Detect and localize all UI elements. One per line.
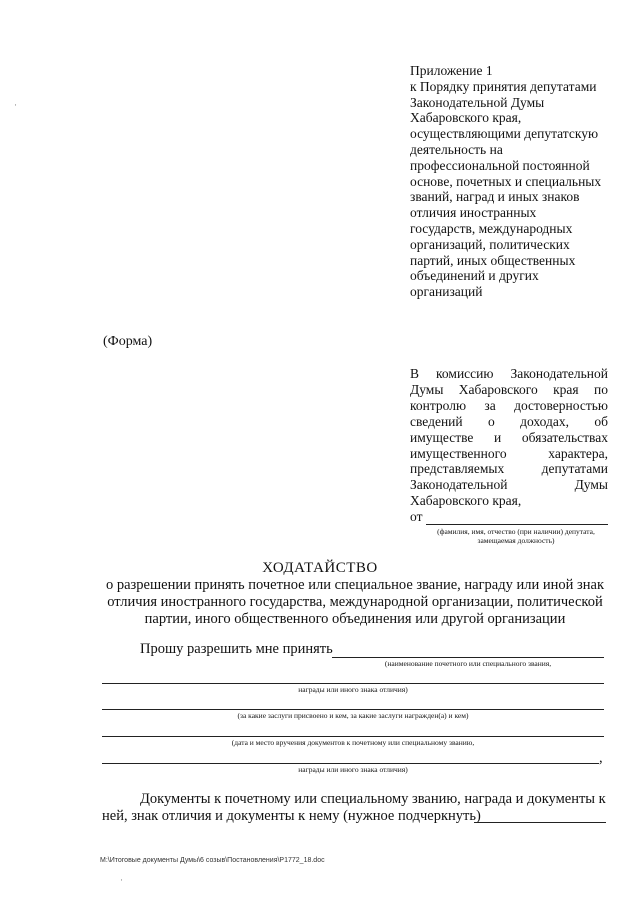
appendix-line: государств, международных [410,220,573,236]
word: Хабаровского [458,381,538,397]
from-caption: замещаемая должность) [477,536,555,546]
addressee-block [410,366,608,545]
word: Думы [410,381,444,397]
addressee-row [410,398,608,414]
scan-mark: · [120,875,123,885]
addressee-row [410,414,608,430]
word: контролю [410,397,467,413]
appendix-line: организаций, политических [410,236,570,252]
appendix-line: к Порядку принятия депутатами [410,78,597,94]
word: В [410,366,420,381]
caption: (наименование почетного или специального звания, [384,659,552,668]
word: комиссию [436,366,494,381]
from-underline[interactable] [426,512,608,525]
addressee-row [410,461,608,477]
documents-text: Документы к почетному или специальному званию, награда и документы к [140,791,606,807]
from-field[interactable] [410,509,608,525]
blank-line[interactable] [474,822,606,823]
request-lead: Прошу разрешить мне принять [140,641,333,657]
appendix-line: званий, наград и иных знаков [410,189,580,205]
appendix-line: Законодательной Думы [410,94,545,110]
addressee-row [410,366,608,382]
appendix-line: объединений и других [410,268,539,284]
caption: награды или иного знака отличия) [298,685,408,694]
appendix-line: Хабаровского края, [410,110,522,126]
caption: (дата и место вручения документов к почетному или специальному званию, [231,738,475,747]
appendix-block [410,63,615,300]
appendix-line: организаций [410,284,483,300]
appendix-line: деятельность на [410,141,503,157]
document-subtitle: о разрешении принять почетное или специальное звание, награду или иной знак отличия иностранного государства, международной организации, политической партии, иного общественного объединения или другой организации [106,577,604,627]
blank-line[interactable] [102,683,604,684]
footer-file-path: M:\Итоговые документы Думы\6 созыв\Постановления\P1772_18.doc [100,857,325,864]
word: Законодательной [410,477,508,493]
word: достоверностью [514,397,608,413]
addressee-last-line: Хабаровского края, [410,493,522,509]
addressee-row [410,382,608,398]
blank-line[interactable] [102,736,604,737]
word: характера, [548,445,608,461]
blank-line[interactable] [102,763,599,764]
caption: награды или иного знака отличия) [298,765,408,774]
blank-line[interactable] [102,709,604,710]
documents-text: ней, знак отличия и документы к нему (нужное подчеркнуть) [102,808,481,824]
word: за [484,397,496,413]
addressee-row [410,477,608,493]
word: и [494,429,502,445]
word: имуществе [410,429,474,445]
from-caption: (фамилия, имя, отчество (при наличии) депутата, [437,527,595,537]
word: представляемых [410,461,505,477]
addressee-row [410,430,608,446]
word: сведений [410,413,463,429]
word: имущественного [410,445,507,461]
word: по [594,381,608,397]
addressee-row [410,446,608,462]
word: об [594,413,608,429]
word: доходах, [520,413,569,429]
word: края [553,381,579,397]
form-label: (Форма) [103,334,153,349]
appendix-line: Приложение 1 [410,63,493,78]
appendix-line: отличия иностранных [410,205,537,221]
appendix-line: профессиональной постоянной [410,157,590,173]
word: депутатами [541,461,608,477]
scan-mark: · [14,100,17,110]
word: обязательствах [521,429,608,445]
blank-line[interactable] [332,657,604,658]
appendix-line: основе, почетных и специальных [410,173,602,189]
document-title: ХОДАТАЙСТВО [262,560,378,576]
line-comma: , [599,750,603,766]
word: Законодательной [510,366,608,381]
appendix-line: осуществляющими депутатскую [410,126,599,142]
from-label: от [410,509,423,525]
word: Думы [574,477,608,493]
appendix-line: партий, иных общественных [410,252,576,268]
caption: (за какие заслуги присвоено и кем, за какие заслуги награжден(а) и кем) [237,711,469,720]
word: о [488,413,495,429]
